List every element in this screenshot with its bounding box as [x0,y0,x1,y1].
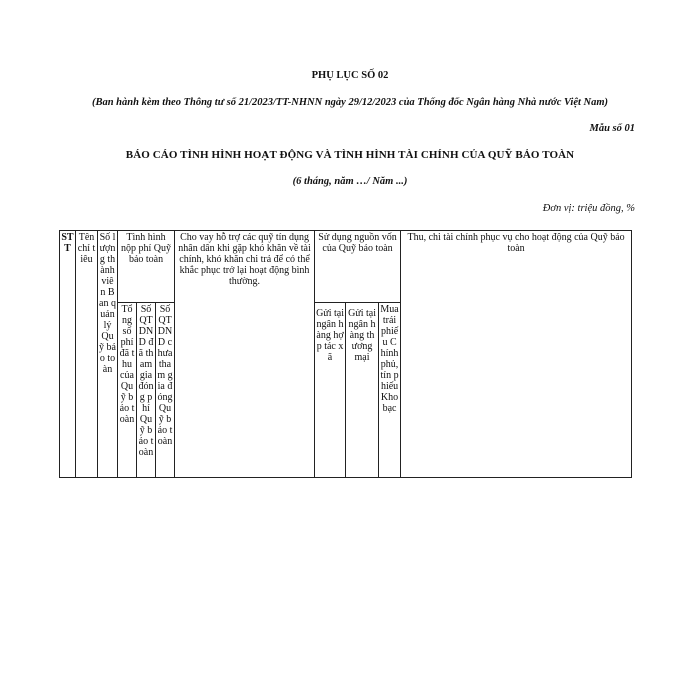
form-number: Mẫu số 01 [589,123,635,134]
subheader-total-fees: Tổng số phí đã thu của Quỹ bảo toàn [118,303,137,478]
issuance-note: (Ban hành kèm theo Thông tư số 21/2023/TT-NHNN ngày 29/12/2023 của Thống đốc Ngân hàng Nhà nước Việt Nam) [91,97,609,108]
header-support-loans: Cho vay hỗ trợ các quỹ tín dụng nhân dân khi gặp khó khăn về tài chính, khó khăn chi trả để có thể khắc phục trở lại hoạt động bình thường. [175,231,315,478]
report-title: BÁO CÁO TÌNH HÌNH HOẠT ĐỘNG VÀ TÌNH HÌNH TÀI CHÍNH CỦA QUỸ BẢO TOÀN [125,149,575,161]
header-stt: STT [60,231,76,478]
header-income-expense: Thu, chi tài chính phục vụ cho hoạt động của Quỹ bảo toàn [401,231,632,478]
subheader-paid-qtdnd: Số QTDND đã tham gia đóng phí Quỹ bảo toàn [137,303,156,478]
report-period: (6 tháng, năm …/ Năm ...) [292,176,408,187]
subheader-unpaid-qtdnd: Số QTDND chưa tham gia đóng Quỹ bảo toàn [156,303,175,478]
table-header-row [60,231,632,303]
unit-label: Đơn vị: triệu đồng, % [542,203,635,214]
header-capital-usage: Sử dụng nguồn vốn của Quỹ bảo toàn [315,231,401,303]
subheader-commercial-bank-deposit: Gửi tại ngân hàng thương mại [346,303,379,478]
appendix-title: PHỤ LỤC SỐ 02 [311,70,389,81]
subheader-coop-bank-deposit: Gửi tại ngân hàng hợp tác xã [315,303,346,478]
subheader-bond-purchase: Mua trái phiếu Chính phủ, tín phiếu Kho bạc [379,303,401,478]
header-fee-status: Tình hình nộp phí Quỹ bảo toàn [118,231,175,303]
header-indicator-name: Tên chỉ tiêu [76,231,98,478]
header-member-count: Số lượng thành viên Ban quản lý Quỹ bảo toàn [98,231,118,478]
report-table [59,230,632,478]
